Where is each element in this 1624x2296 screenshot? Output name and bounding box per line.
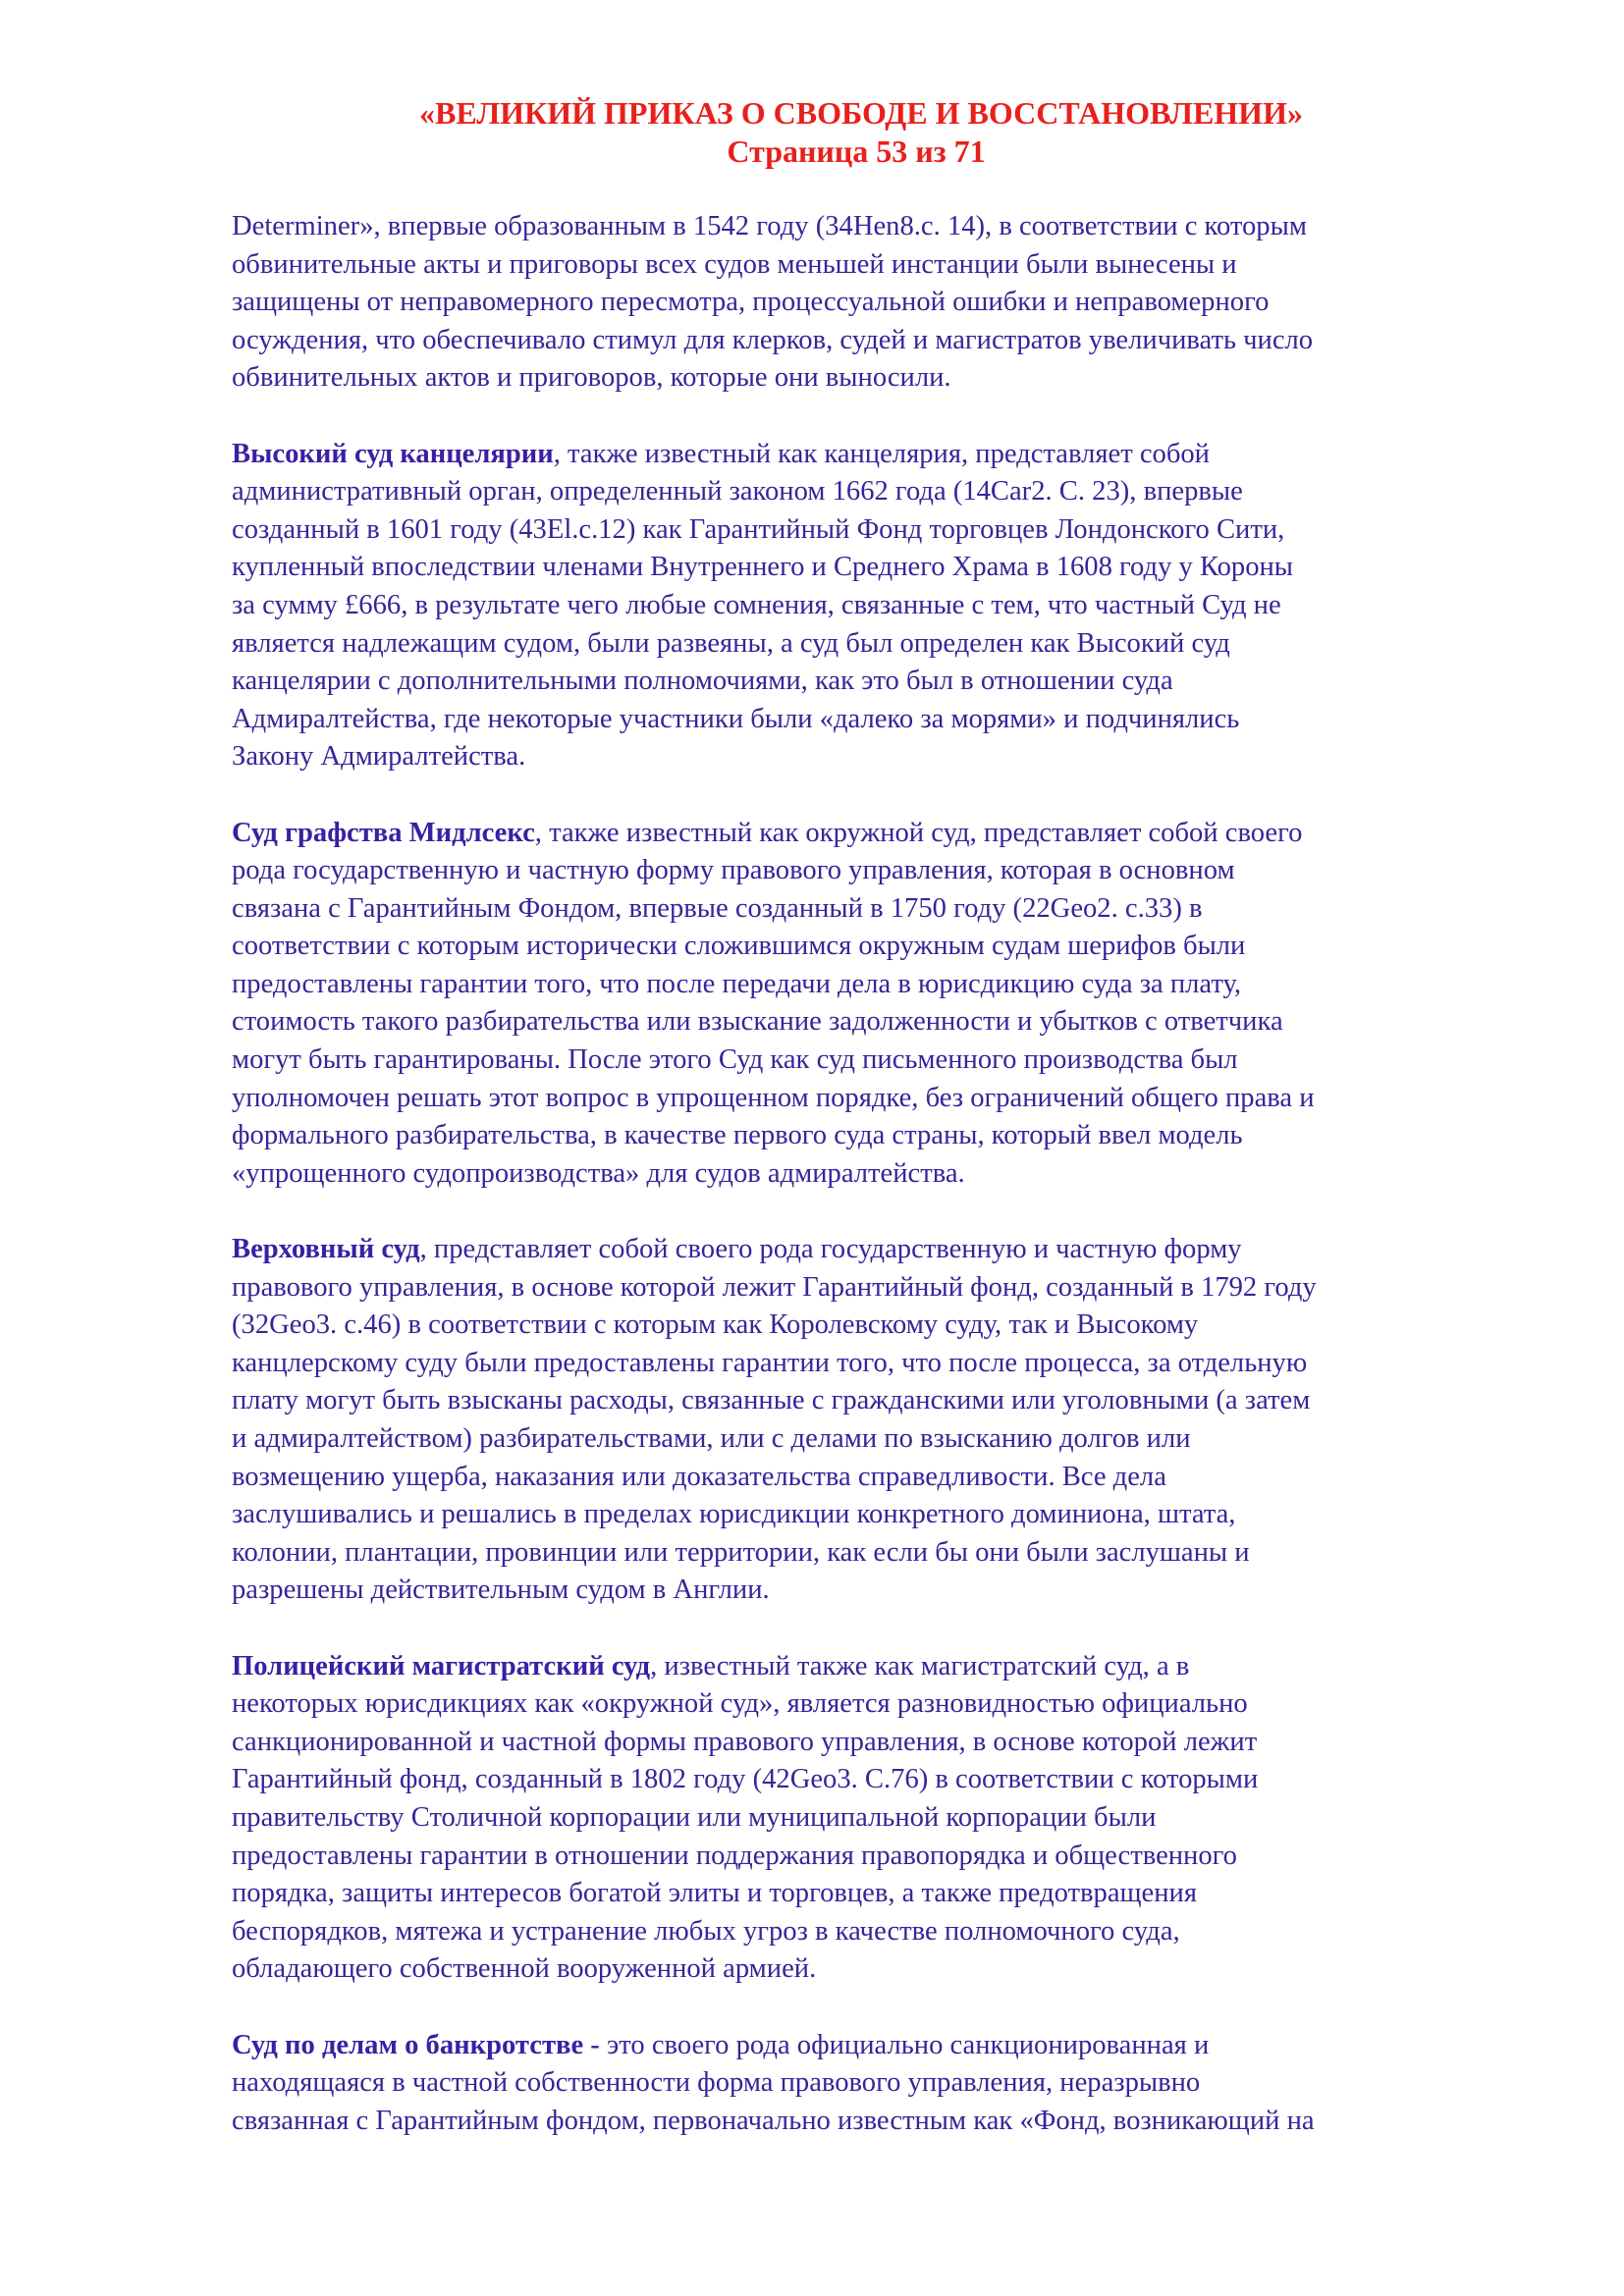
text-line: находящаяся в частной собственности форма правового управления, неразрывно [232,2067,1201,2099]
text-line: стоимость такого разбирательства или взыскание задолженности и убытков с ответчика [232,1006,1283,1038]
paragraph-lead-term: Суд по делам о банкротстве - [232,2029,600,2060]
text-line: защищены от неправомерного пересмотра, процессуальной ошибки и неправомерного [232,287,1270,318]
text-line: правительству Столичной корпорации или муниципальной корпорации были [232,1801,1157,1833]
text-line: порядка, защиты интересов богатой элиты и торговцев, а также предотвращения [232,1878,1197,1909]
text-line: административный орган, определенный законом 1662 года (14Car2. C. 23), впервые [232,476,1243,507]
text-line: (32Geo3. c.46) в соответствии с которым как Королевскому суду, так и Высокому [232,1309,1199,1341]
text-line: связанная с Гарантийным фондом, первоначально известным как «Фонд, возникающий на [232,2105,1315,2136]
page-number: Страница 53 из 71 [727,133,986,169]
paragraph-bankruptcy-court [232,2027,1518,2141]
text-line: уполномочен решать этот вопрос в упрощенном порядке, без ограничений общего права и [232,1082,1315,1113]
text-line: обладающего собственной вооруженной армией. [232,1953,817,1985]
text-line: Гарантийный фонд, созданный в 1802 году (42Geo3. C.76) в соответствии с которыми [232,1764,1259,1795]
text-line: созданный в 1601 году (43El.c.12) как Гарантийный Фонд торговцев Лондонского Сити, [232,513,1285,545]
text-line: является надлежащим судом, были развеяны, а суд был определен как Высокий суд [232,627,1230,659]
text-line: связана с Гарантийным Фондом, впервые созданный в 1750 году (22Geo2. c.33) в [232,892,1203,924]
text-line: за сумму £666, в результате чего любые сомнения, связанные с тем, что частный Суд не [232,589,1281,620]
text-fragment: , также известный как канцелярия, представляет собой [553,438,1210,469]
paragraph-lead-term: Высокий суд канцелярии [232,438,554,469]
text-line [232,815,1518,853]
paragraph-lead-term: Суд графства Мидлсекс [232,817,535,848]
text-line [232,2027,1518,2065]
paragraph-lead-term: Полицейский магистратский суд [232,1650,651,1682]
text-line: правового управления, в основе которой лежит Гарантийный фонд, созданный в 1792 году [232,1271,1317,1303]
document-body [232,208,1518,2140]
paragraph-chancery-court [232,436,1518,776]
text-line: «упрощенного судопроизводства» для судов адмиралтейства. [232,1157,965,1189]
text-line: колонии, плантации, провинции или территории, как если бы они были заслушаны и [232,1536,1250,1568]
text-line: обвинительные акты и приговоры всех судов меньшей инстанции были вынесены и [232,248,1237,280]
page-header [0,94,1624,171]
text-line: Адмиралтейства, где некоторые участники были «далеко за морями» и подчинялись [232,703,1240,734]
text-line: соответствии с которым исторически сложившимся окружным судам шерифов были [232,931,1246,962]
text-line: формального разбирательства, в качестве первого суда страны, который ввел модель [232,1120,1243,1151]
text-line: купленный впоследствии членами Внутреннего и Среднего Храма в 1608 году у Короны [232,552,1294,583]
text-line: разрешены действительным судом в Англии. [232,1575,770,1606]
text-line: Закону Адмиралтейства. [232,741,526,773]
text-line: обвинительных актов и приговоров, которые они выносили. [232,362,951,394]
text-line [232,1231,1518,1269]
text-line: канцлерскому суду были предоставлены гарантии того, что после процесса, за отдельную [232,1347,1308,1378]
text-line: предоставлены гарантии того, что после передачи дела в юрисдикцию суда за плату, [232,968,1242,999]
text-line: плату могут быть взысканы расходы, связанные с гражданскими или уголовными (а затем [232,1385,1311,1416]
text-line: рода государственную и частную форму правового управления, которая в основном [232,855,1235,886]
paragraph-lead-term: Верховный суд [232,1234,420,1265]
text-line: могут быть гарантированы. После этого Суд как суд письменного производства был [232,1044,1238,1076]
text-line: Determiner», впервые образованным в 1542 году (34Hen8.c. 14), в соответствии с которым [232,211,1307,241]
paragraph-supreme-court [232,1231,1518,1610]
text-line: беспорядков, мятежа и устранение любых угроз в качестве полномочного суда, [232,1915,1180,1947]
text-line [232,1648,1518,1686]
paragraph-middlesex-court [232,815,1518,1194]
text-line [232,436,1518,474]
text-fragment: , представляет собой своего рода государственную и частную форму [419,1234,1242,1265]
paragraph-police-magistrate-court [232,1648,1518,1989]
text-line: и адмиралтейством) разбирательствами, или с делами по взысканию долгов или [232,1423,1191,1454]
text-line: санкционированной и частной формы правового управления, в основе которой лежит [232,1726,1258,1757]
text-fragment: , известный также как магистратский суд, а в [650,1650,1190,1682]
text-fragment: , также известный как окружной суд, представляет собой своего [534,817,1303,848]
paragraph-determiner [232,208,1518,398]
text-fragment: это своего рода официально санкционированная и [599,2029,1210,2060]
text-line: канцелярии с дополнительными полномочиями, как это был в отношении суда [232,666,1173,697]
text-line: заслушивались и решались в пределах юрисдикции конкретного доминиона, штата, [232,1499,1236,1530]
text-line: осуждения, что обеспечивало стимул для клерков, судей и магистратов увеличивать число [232,324,1314,355]
text-line: некоторых юрисдикциях как «окружной суд», является разновидностью официально [232,1688,1248,1720]
text-line: предоставлены гарантии в отношении поддержания правопорядка и общественного [232,1840,1237,1871]
text-line: возмещению ущерба, наказания или доказательства справедливости. Все дела [232,1461,1166,1492]
document-title: «ВЕЛИКИЙ ПРИКАЗ О СВОБОДЕ И ВОССТАНОВЛЕНИИ» [419,95,1303,131]
